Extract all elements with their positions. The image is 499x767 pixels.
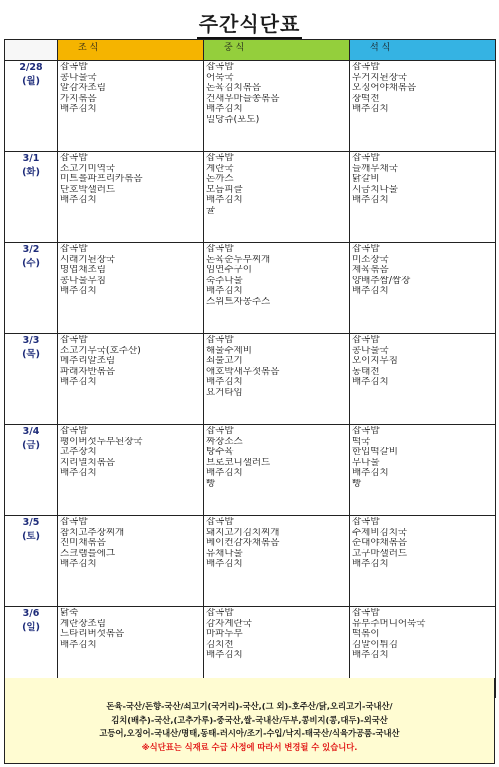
day-row [5, 334, 496, 425]
menu-item: 들깨무채국 [352, 163, 398, 174]
dinner-cell [350, 334, 496, 425]
menu-item: 잡곡밥 [60, 517, 88, 527]
origin-line: 돈육-국산/돈향-국산/쇠고기(국거리)-국산,(그 외)-호주산/닭,오리고기-국내산/ [106, 701, 393, 711]
day-weekday: (토) [22, 531, 40, 542]
menu-table [4, 39, 496, 698]
lunch-cell [204, 334, 350, 425]
breakfast-cell [58, 425, 204, 516]
menu-item: 잡곡밥 [206, 62, 234, 72]
dinner-cell [350, 61, 496, 152]
breakfast-cell [58, 516, 204, 607]
menu-item: 수제비김치국 [352, 527, 408, 538]
menu-item: 귤 [206, 205, 216, 216]
header-dinner: 석 식 [350, 40, 496, 61]
menu-item: 스크램블에그 [60, 548, 116, 559]
menu-item: 배추김치 [352, 468, 389, 479]
menu-item: 잡곡밥 [60, 426, 88, 436]
day-row [5, 61, 496, 152]
menu-item: 배추김치 [206, 650, 243, 661]
breakfast-cell [58, 152, 204, 243]
dinner-cell [350, 425, 496, 516]
dinner-cell [350, 243, 496, 334]
menu-item: 배추김치 [352, 377, 389, 388]
menu-item: 돼지고기김치찌개 [206, 527, 280, 538]
menu-item: 소고기무국(호주산) [60, 345, 141, 356]
menu-item: 지리멸치볶음 [60, 457, 116, 468]
day-cell [5, 243, 58, 334]
menu-item: 장떡전 [352, 93, 380, 104]
breakfast-cell [58, 61, 204, 152]
menu-item: 배추김치 [60, 468, 97, 479]
menu-item: 김말이튀김 [352, 639, 398, 650]
menu-item: 잡곡밥 [352, 608, 380, 618]
menu-item: 가지볶음 [60, 93, 97, 104]
header-day [5, 40, 58, 61]
menu-item: 밀당쥬(포도) [206, 114, 260, 125]
menu-item: 잡곡밥 [60, 62, 88, 72]
day-date: 3/5 [22, 517, 40, 528]
day-weekday: (금) [22, 440, 40, 451]
menu-item: 잡곡밥 [352, 153, 380, 163]
menu-item: 배추김치 [206, 286, 243, 297]
menu-item: 어묵국 [206, 72, 234, 83]
menu-item: 순대야채볶음 [352, 538, 408, 549]
menu-item: 돈육김치볶음 [206, 83, 262, 94]
menu-item: 제육볶음 [352, 265, 389, 276]
day-row [5, 425, 496, 516]
menu-item: 배추김치 [352, 286, 389, 297]
day-cell [5, 61, 58, 152]
day-row [5, 516, 496, 607]
day-row [5, 152, 496, 243]
menu-item: 배추김치 [352, 195, 389, 206]
menu-item: 탕수육 [206, 447, 234, 458]
header-row [5, 40, 496, 61]
menu-item: 애호박새우젓볶음 [206, 366, 280, 377]
menu-item: 잡곡밥 [60, 335, 88, 345]
lunch-cell [204, 243, 350, 334]
header-lunch: 중 식 [204, 40, 350, 61]
menu-item: 배추김치 [206, 559, 243, 570]
menu-item: 콩나물국 [352, 345, 389, 356]
menu-body [5, 61, 496, 698]
menu-item: 짜장소스 [206, 436, 243, 447]
dinner-cell [350, 152, 496, 243]
menu-item: 잡곡밥 [206, 153, 234, 163]
day-date: 3/6 [22, 608, 40, 619]
page-title: 주간식단표 [0, 8, 499, 37]
menu-item: 마파두부 [206, 629, 243, 640]
lunch-cell [204, 152, 350, 243]
menu-item: 잡곡밥 [352, 335, 380, 345]
day-cell [5, 334, 58, 425]
origin-line: 고등어,오징어-국내산/명태,동태-러시아/조기-수입/낙지-태국산/식육가공품-국내산 [99, 728, 400, 738]
day-date: 2/28 [19, 62, 43, 73]
menu-item: 배추김치 [60, 639, 97, 650]
menu-item: 배추김치 [60, 377, 97, 388]
day-cell [5, 516, 58, 607]
menu-item: 돈까스 [206, 174, 234, 185]
menu-item: 계란장조림 [60, 618, 106, 629]
menu-item: 소고기미역국 [60, 163, 116, 174]
menu-item: 고구마샐러드 [352, 548, 408, 559]
menu-item: 돈육순두부찌개 [206, 254, 271, 265]
menu-item: 브로코니샐러드 [206, 457, 271, 468]
menu-item: 빵 [206, 478, 216, 489]
menu-item: 베이컨감자채볶음 [206, 538, 280, 549]
lunch-cell [204, 516, 350, 607]
menu-item: 느타리버섯볶음 [60, 629, 125, 640]
breakfast-cell [58, 243, 204, 334]
menu-item: 팽이버섯두부된장국 [60, 436, 143, 447]
menu-item: 배추김치 [206, 195, 243, 206]
lunch-cell [204, 425, 350, 516]
menu-item: 잡곡밥 [352, 426, 380, 436]
menu-item: 잡곡밥 [206, 608, 234, 618]
menu-item: 닭갈비 [352, 174, 380, 185]
menu-item: 무나물 [352, 457, 380, 468]
menu-item: 미트볼파프리카볶음 [60, 174, 143, 185]
menu-item: 배추김치 [352, 650, 389, 661]
menu-item: 요거타임 [206, 387, 243, 398]
day-weekday: (목) [22, 349, 40, 360]
menu-item: 한입떡갈비 [352, 447, 398, 458]
lunch-cell [204, 61, 350, 152]
menu-item: 배추김치 [60, 559, 97, 570]
menu-item: 스위트자몽주스 [206, 296, 271, 307]
menu-item: 진미채볶음 [60, 538, 106, 549]
menu-item: 오징어야채볶음 [352, 83, 417, 94]
header-breakfast: 조 식 [58, 40, 204, 61]
menu-item: 메추리알조림 [60, 356, 116, 367]
menu-item: 잡곡밥 [206, 335, 234, 345]
menu-item: 알감자조림 [60, 83, 106, 94]
menu-item: 해물수제비 [206, 345, 252, 356]
menu-item: 시래기된장국 [60, 254, 116, 265]
menu-item: 콩나물무침 [60, 275, 106, 286]
menu-item: 명엽채조림 [60, 265, 106, 276]
menu-item: 모듬피클 [206, 184, 243, 195]
menu-item: 잡곡밥 [60, 153, 88, 163]
menu-item: 감자계란국 [206, 618, 252, 629]
origin-line: 김치(배추)-국산,(고추가루)-중국산,쌀-국내산/두부,콩비지(콩,대두)-외국산 [111, 714, 388, 725]
day-weekday: (월) [22, 76, 40, 87]
day-date: 3/4 [22, 426, 40, 437]
menu-item: 계란국 [206, 163, 234, 174]
day-row [5, 243, 496, 334]
dinner-cell [350, 516, 496, 607]
menu-item: 잡곡밥 [352, 244, 380, 254]
day-weekday: (수) [22, 258, 40, 269]
menu-item: 단호박샐러드 [60, 184, 116, 195]
menu-item: 콩나물국 [60, 72, 97, 83]
change-notice: ※식단표는 식재료 수급 사정에 따라서 변경될 수 있습니다. [141, 741, 358, 752]
menu-item: 잡곡밥 [352, 62, 380, 72]
menu-item: 잡곡밥 [60, 244, 88, 254]
menu-item: 배추김치 [206, 104, 243, 115]
menu-item: 김치전 [206, 639, 234, 650]
day-cell [5, 425, 58, 516]
menu-item: 배추김치 [206, 377, 243, 388]
menu-item: 임연수구이 [206, 265, 252, 276]
day-weekday: (일) [22, 622, 40, 633]
menu-item: 참치고추장찌개 [60, 527, 125, 538]
origin-footer [4, 678, 495, 764]
menu-item: 잡곡밥 [206, 426, 234, 436]
menu-item: 떡볶이 [352, 629, 380, 640]
menu-item: 배추김치 [352, 559, 389, 570]
menu-item: 배추김치 [60, 286, 97, 297]
menu-item: 잡곡밥 [206, 517, 234, 527]
menu-item: 배추김치 [60, 195, 97, 206]
day-date: 3/3 [22, 335, 40, 346]
menu-item: 동태전 [352, 366, 380, 377]
menu-item: 유부주머니어묵국 [352, 618, 426, 629]
menu-item: 오이지무침 [352, 356, 398, 367]
menu-item: 쇠불고기 [206, 356, 243, 367]
menu-item: 배추김치 [206, 468, 243, 479]
menu-item: 시금치나물 [352, 184, 398, 195]
menu-item: 건새우마늘쫑볶음 [206, 93, 280, 104]
menu-item: 빵 [352, 478, 362, 489]
menu-item: 떡국 [352, 436, 371, 447]
menu-item: 파래자반볶음 [60, 366, 116, 377]
day-weekday: (화) [22, 167, 40, 178]
menu-item: 잡곡밥 [352, 517, 380, 527]
menu-item: 배추김치 [60, 104, 97, 115]
menu-item: 닭죽 [60, 608, 79, 618]
breakfast-cell [58, 334, 204, 425]
day-date: 3/1 [22, 153, 40, 164]
menu-item: 양배추쌈/쌈장 [352, 275, 411, 286]
menu-item: 배추김치 [352, 104, 389, 115]
day-date: 3/2 [22, 244, 40, 255]
day-cell [5, 152, 58, 243]
menu-item: 잡곡밥 [206, 244, 234, 254]
menu-item: 우거지된장국 [352, 72, 408, 83]
menu-item: 유채나물 [206, 548, 243, 559]
menu-item: 미소장국 [352, 254, 389, 265]
menu-item: 고추장치 [60, 447, 97, 458]
menu-item: 숙주나물 [206, 275, 243, 286]
